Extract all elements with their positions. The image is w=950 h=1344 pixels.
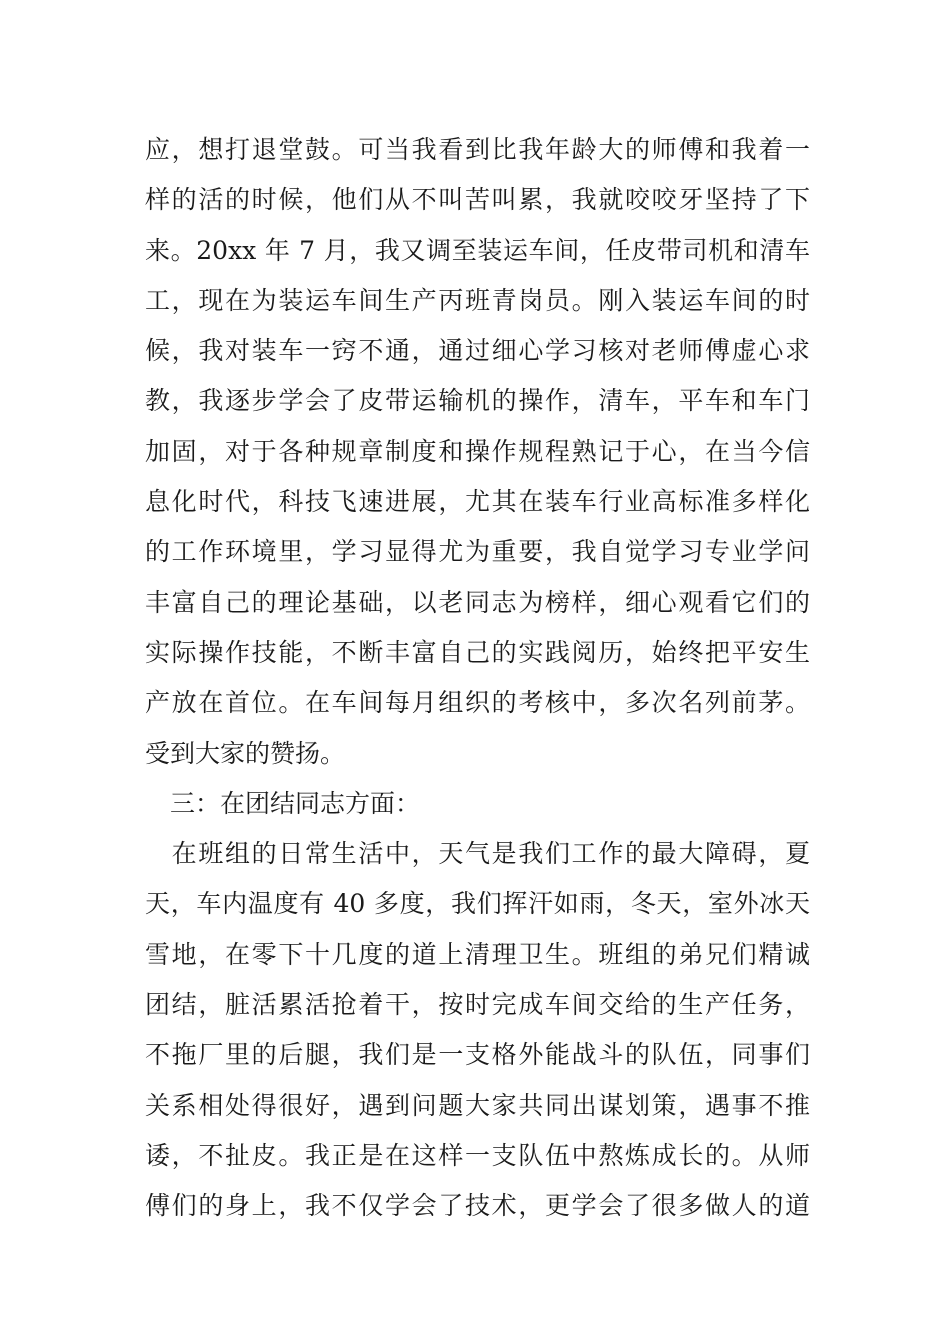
text-line: 诿，不扯皮。我正是在这样一支队伍中熬炼成长的。从师 xyxy=(145,1140,810,1170)
text-line: 教，我逐步学会了皮带运输机的操作，清车，平车和车门 xyxy=(145,386,810,416)
text-line: 天，车内温度有 40 多度，我们挥汗如雨，冬天，室外冰天 xyxy=(145,889,810,919)
text-line: 产放在首位。在车间每月组织的考核中，多次名列前茅。 xyxy=(145,688,810,718)
text-line: 实际操作技能，不断丰富自己的实践阅历，始终把平安生 xyxy=(145,637,810,667)
text-line: 工，现在为装运车间生产丙班青岗员。刚入装运车间的时 xyxy=(145,285,810,315)
text-line: 傅们的身上，我不仅学会了技术，更学会了很多做人的道 xyxy=(145,1191,810,1221)
body-text xyxy=(145,125,810,1232)
text-line: 来。20xx 年 7 月，我又调至装运车间，任皮带司机和清车 xyxy=(145,235,810,265)
text-line: 在班组的日常生活中，天气是我们工作的最大障碍，夏 xyxy=(145,839,810,869)
text-line: 应，想打退堂鼓。可当我看到比我年龄大的师傅和我着一 xyxy=(145,135,810,164)
text-line: 雪地，在零下十几度的道上清理卫生。班组的弟兄们精诚 xyxy=(145,939,810,969)
text-line: 样的活的时候，他们从不叫苦叫累，我就咬咬牙坚持了下 xyxy=(145,185,810,215)
text-line: 团结，脏活累活抢着干，按时完成车间交给的生产任务， xyxy=(145,990,810,1020)
section-heading: 三：在团结同志方面： xyxy=(145,788,421,818)
text-line: 的工作环境里，学习显得尤为重要，我自觉学习专业学问 xyxy=(145,537,810,567)
text-line: 丰富自己的理论基础，以老同志为榜样，细心观看它们的 xyxy=(145,587,810,617)
text-line: 不拖厂里的后腿，我们是一支格外能战斗的队伍，同事们 xyxy=(145,1040,810,1070)
text-line: 关系相处得很好，遇到问题大家共同出谋划策，遇事不推 xyxy=(145,1090,810,1120)
text-line: 候，我对装车一窍不通，通过细心学习核对老师傅虚心求 xyxy=(145,336,810,366)
text-line: 加固，对于各种规章制度和操作规程熟记于心，在当今信 xyxy=(145,436,810,466)
text-line: 息化时代，科技飞速进展，尤其在装车行业高标准多样化 xyxy=(145,487,810,517)
text-line: 受到大家的赞扬。 xyxy=(145,738,346,768)
